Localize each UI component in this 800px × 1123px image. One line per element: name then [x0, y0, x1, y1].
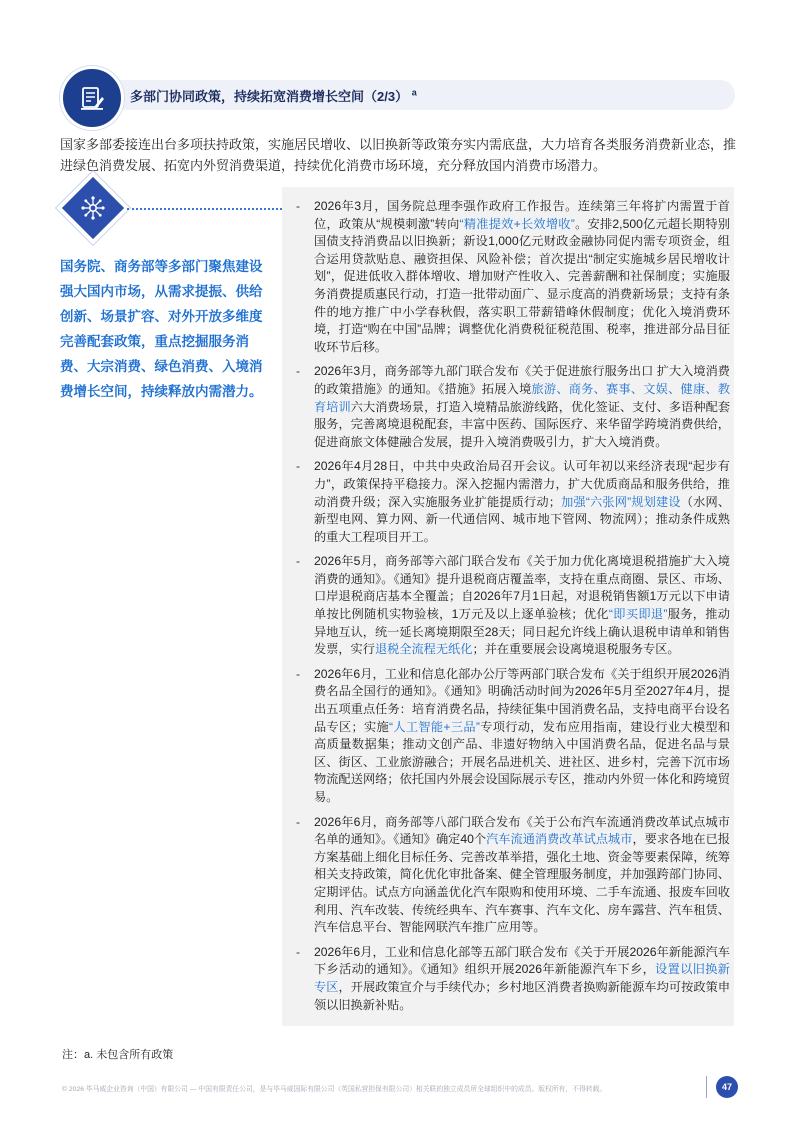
policy-highlight: 汽车流通消费改革试点城市 — [486, 832, 633, 847]
policy-item — [294, 666, 730, 807]
policy-text: 2026年3月，商务部等九部门联合发布《关于促进旅行服务出口 扩大入境消费的政策措施》的通知。《措施》拓展入境 — [314, 364, 730, 396]
policy-text: 2026年6月，工业和信息化部办公厅等两部门联合发布《关于组织开展2026消费名品全国行的通知》。《通知》明确活动时间为2026年5月至2027年4月，提出五项重点任务：培育消费名品，持续征集中国消费名品，支持电商平台设名品专区；实施 — [314, 666, 730, 734]
title-footnote-marker: a — [411, 87, 417, 98]
footnote: 注：a. 未包含所有政策 — [62, 1049, 174, 1061]
footer-divider — [706, 1076, 707, 1098]
policy-text: 2026年3月，国务院总理李强作政府工作报告。连续第三年将扩内需置于首位，政策从“规模刺激”转向 — [314, 199, 730, 231]
summary-text: 国务院、商务部等多部门聚焦建设强大国内市场，从需求提振、供给创新、场景扩容、对外开放多维度完善配套政策，重点挖掘服务消费、大宗消费、绿色消费、入境消费增长空间，持续释放内需潜力。 — [60, 259, 263, 399]
policy-text: 服务，推动异地互认，统一延长离境期限至28天；同日起允许线上确认退税申请单和销售发票，实行 — [314, 607, 730, 657]
policy-text: ，开展政策宣介与手续代办；乡村地区消费者换购新能源车均可按政策申领以旧换新补贴。 — [314, 979, 731, 1012]
policy-text: 2026年6月，商务部等八部门联合发布《关于公布汽车流通消费改革试点城市名单的通知》。《通知》确定40个 — [314, 814, 730, 847]
policy-text: （水网、新型电网、算力网、新一代通信网、城市地下管网、物流网）；推动条件成熟的重大工程项目开工。 — [314, 494, 731, 544]
document-pen-icon — [60, 66, 124, 130]
policy-text: ；并在重要展会设离境退税服务专区。 — [472, 642, 680, 657]
intro-paragraph: 国家多部委接连出台多项扶持政策，实施居民增收、以旧换新等政策夯实内需底盘，大力培育各类服务消费新业态，推进绿色消费发展、拓宽内外贸消费渠道，持续优化消费市场环境，充分释放国内消费市场潜力。 — [60, 137, 737, 173]
policy-highlight: 旅游、商务、赛事、文娱、健康、教育培训 — [314, 381, 731, 414]
network-nodes-icon — [72, 187, 114, 229]
policy-text: 专项行动，发布应用指南，建设行业大模型和高质量数据集；推动文创产品、非遗好物纳入中国消费名品，促进名品与景区、街区、工业旅游融合；开展名品进机关、进社区、进乡村，完善下沉市场物流配送网络；依托国内外展会设国际展示专区，推动内外贸一体化和跨境贸易。 — [314, 719, 731, 804]
policy-item — [294, 198, 730, 356]
policy-text: 六大消费场景，打造入境精品旅游线路，优化签证、支付、多语种配套服务，完善离境退税配套，丰富中医药、国际医疗、来华留学跨境消费供给，促进商旅文体健融合发展，提升入境消费吸引力，扩大入境消费。 — [314, 399, 731, 449]
policy-item — [294, 553, 730, 659]
policy-list — [294, 198, 730, 1021]
policy-item — [294, 944, 730, 1014]
policy-text: ，要求各地在已报方案基础上细化目标任务、完善改革举措，强化土地、资金等要素保障，统筹相关支持政策，简化优化审批备案、健全管理服务制度，并加强跨部门协同、定期评估。试点方向涵盖优化汽车限购和使用环境、二手车流通、报废车回收利用、汽车改装、传统经典车、汽车赛事、汽车文化、房车露营、汽车租赁、汽车信息平台、智能网联汽车推广应用等。 — [314, 832, 731, 935]
policy-text: 2026年6月，工业和信息化部等五部门联合发布《关于开展2026年新能源汽车下乡活动的通知》。《通知》组织开展2026年新能源汽车下乡， — [314, 944, 730, 977]
policy-text: 。安排2,500亿元超长期特别国债支持消费品以旧换新；新设1,000亿元财政金融协同促内需专项资金，组合运用贷款贴息、融资担保、风险补偿；首次提出“制定实施城乡居民增收计划”，促进低收入群体增收、增加财产性收入、完善薪酬和社保制度；实施服务消费提质惠民行动，打造一批带动面广、显示度高的消费新场景；支持有条件的地方推广中小学春秋假，落实职工带薪错峰休假制度；优化入境消费环境，打造“购在中国”品牌；调整优化消费税征税范围、税率，推进部分品目征收环节后移。 — [314, 216, 731, 354]
policy-highlight: “人工智能+三品” — [389, 719, 480, 734]
policy-item — [294, 814, 730, 937]
policy-highlight: 退税全流程无纸化 — [374, 642, 473, 657]
page-title: 多部门协同政策，持续拓宽消费增长空间（2/3） $^a$ — [130, 87, 417, 104]
page-number: 47 — [716, 1076, 738, 1098]
policy-item — [294, 458, 730, 546]
dotted-connector — [127, 208, 282, 210]
policy-item — [294, 363, 730, 451]
policy-text: 2026年5月，商务部等六部门联合发布《关于加力优化离境退税措施扩大入境消费的通知》。《通知》提升退税商店覆盖率，支持在重点商圈、景区、市场、口岸退税商店基本全覆盖；自2026年7月1日起，对退税销售额1万元以下申请单按比例随机实物验核，1万元及以上逐单验核；优化 — [314, 554, 730, 622]
policy-highlight: 加强“六张网”规划建设 — [560, 494, 681, 509]
policy-highlight: 设置以旧换新专区 — [314, 962, 730, 994]
copyright-footer: © 2026 毕马威企业咨询（中国）有限公司 — 中国有限责任公司，是与毕马威国际有限公司（英国私营担保有限公司）相关联的独立成员所全球组织中的成员。版权所有，不得转载。 — [62, 1086, 607, 1093]
policy-highlight: “精准提效+长效增收” — [459, 216, 575, 231]
policy-highlight: “即买即退” — [608, 607, 668, 622]
policy-text: 2026年4月28日，中共中央政治局召开会议。认可年初以来经济表现“起步有力”，政策保持平稳接力。深入挖掘内需潜力，扩大优质商品和服务供给，推动消费升级；深入实施服务业扩能提质行动； — [314, 459, 730, 509]
